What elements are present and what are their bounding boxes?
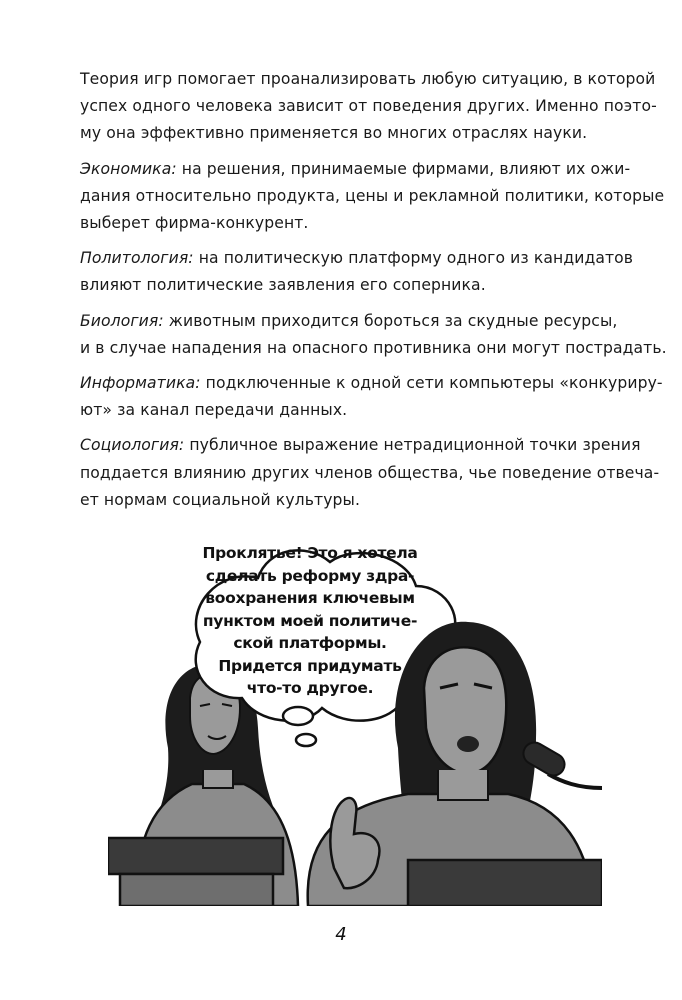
definition-start: публичное выражение нетрадиционной точки зрения bbox=[184, 436, 641, 455]
text-line: дания относительно продукта, цены и рекламной политики, которые bbox=[80, 186, 665, 205]
definition-start: животным приходится бороться за скудные ресурсы, bbox=[163, 311, 618, 330]
text-line: успех одного человека зависит от поведения других. Именно поэто- bbox=[80, 97, 657, 116]
speech-bubble-text bbox=[180, 542, 440, 700]
page-number: 4 bbox=[335, 924, 347, 945]
paragraph-biology bbox=[80, 308, 667, 362]
bubble-line: воохранения ключевым bbox=[205, 589, 415, 607]
bubble-line: Проклятье! Это я хотела bbox=[202, 544, 418, 562]
paragraph-economics bbox=[80, 156, 665, 238]
text-line: ет нормам социальной культуры. bbox=[80, 490, 360, 509]
definition-start: подключенные к одной сети компьютеры «конкуриру- bbox=[200, 374, 663, 393]
text-line: поддается влиянию других членов общества, чье поведение отвеча- bbox=[80, 463, 660, 482]
text-line: влияют политические заявления его соперника. bbox=[80, 276, 486, 295]
bubble-line: сделать реформу здра- bbox=[205, 566, 415, 585]
term-political-science: Политология: bbox=[80, 249, 194, 268]
bubble-line: пунктом моей политиче- bbox=[202, 611, 418, 630]
text-line: му она эффективно применяется во многих отраслях науки. bbox=[80, 124, 588, 143]
intro-paragraph bbox=[80, 66, 657, 148]
paragraph-sociology bbox=[80, 432, 660, 514]
text-line: ют» за канал передачи данных. bbox=[80, 401, 348, 420]
text-line bbox=[80, 308, 620, 335]
term-economics: Экономика: bbox=[80, 159, 177, 178]
body-text bbox=[80, 66, 667, 522]
term-computer-science: Информатика: bbox=[80, 374, 201, 393]
definition-start: на политическую платформу одного из кандидатов bbox=[193, 249, 634, 268]
paragraph-computer-science bbox=[80, 370, 663, 424]
text-line bbox=[80, 156, 631, 183]
text-line: Теория игр помогает проанализировать любую ситуацию, в которой bbox=[80, 70, 656, 88]
bubble-line: ской платформы. bbox=[233, 634, 387, 652]
text-line: и в случае нападения на опасного противника они могут пострадать. bbox=[80, 338, 667, 357]
text-line bbox=[80, 245, 634, 272]
text-line bbox=[80, 432, 641, 459]
text-line bbox=[80, 370, 663, 397]
bubble-line: что-то другое. bbox=[246, 679, 374, 697]
paragraph-political-science bbox=[80, 245, 634, 299]
term-biology: Биология: bbox=[80, 311, 164, 330]
bubble-line: Придется придумать bbox=[218, 656, 402, 675]
text-line: выберет фирма-конкурент. bbox=[80, 214, 309, 233]
definition-start: на решения, принимаемые фирмами, влияют их ожи- bbox=[176, 159, 631, 178]
term-sociology: Социология: bbox=[80, 436, 185, 455]
